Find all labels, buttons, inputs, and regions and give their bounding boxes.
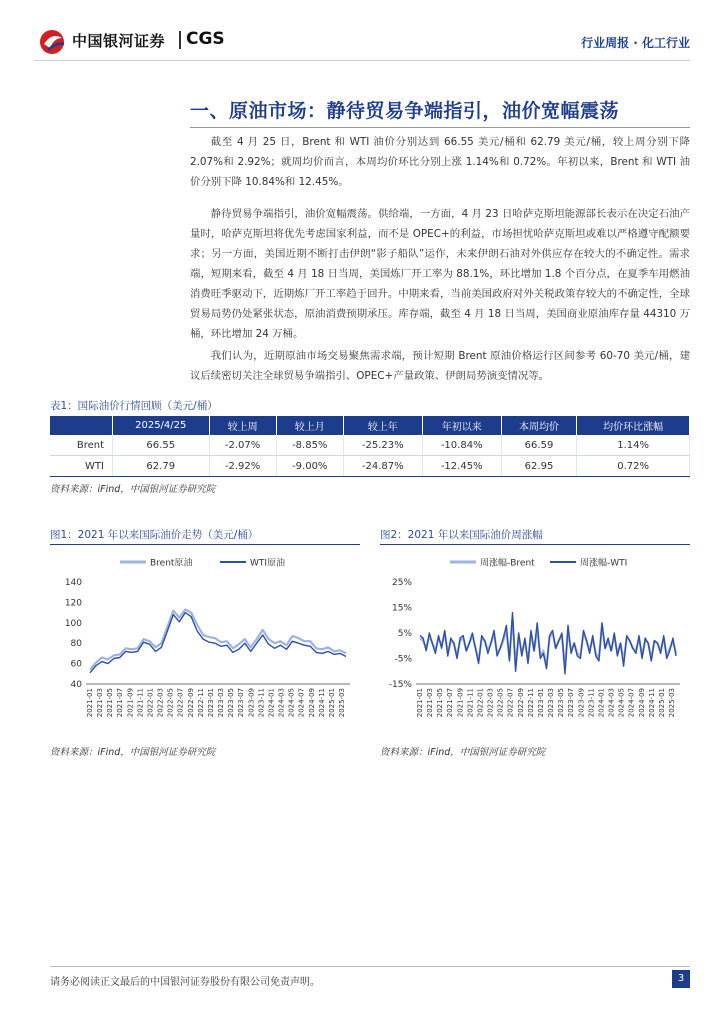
figure1-x-tick-label: 2024-03 bbox=[277, 688, 286, 718]
figure2-x-tick-label: 2023-03 bbox=[547, 688, 556, 718]
figure2-chart bbox=[380, 548, 690, 740]
table-cell: WTI bbox=[50, 456, 113, 477]
figure2-x-tick-label: 2022-07 bbox=[506, 688, 515, 718]
figure1-x-tick-label: 2025-01 bbox=[327, 688, 336, 718]
paragraph-price-summary: 截至 4 月 25 日，Brent 和 WTI 油价分别达到 66.55 美元/桶和 62.79 美元/桶，较上周分别下降 2.07%和 2.92%；就周均价而言，本周均价环比分别上涨 1.14%和 0.72%。年初以来，Brent 和 WTI 油价分别下降 10.84%和 12.45%。 bbox=[190, 136, 690, 188]
table-cell: -10.84% bbox=[422, 435, 501, 456]
table-cell: 62.79 bbox=[113, 456, 210, 477]
figure2-x-tick-label: 2024-03 bbox=[607, 688, 616, 718]
table-cell: 66.55 bbox=[113, 435, 210, 456]
figure1-x-tick-label: 2023-11 bbox=[257, 688, 266, 718]
figure1-x-tick-label: 2022-01 bbox=[146, 688, 155, 718]
figure1-x-tick-label: 2024-05 bbox=[287, 688, 296, 718]
figure1-x-tick-label: 2022-03 bbox=[156, 688, 165, 718]
logo-chinese-name: 中国银河证券 bbox=[72, 32, 166, 50]
table-header-cell: 较上周 bbox=[209, 416, 276, 435]
section-rule bbox=[190, 127, 690, 128]
figure1-x-tick-label: 2024-07 bbox=[297, 688, 306, 718]
table-header-cell: 较上月 bbox=[276, 416, 343, 435]
figure2-y-tick-label: 15% bbox=[391, 603, 412, 614]
figure1-x-tick-label: 2022-05 bbox=[166, 688, 175, 718]
table-row bbox=[50, 435, 690, 456]
figure1-x-tick-label: 2023-07 bbox=[237, 688, 246, 718]
figure1-series-line bbox=[90, 610, 346, 670]
figure2-source: 资料来源：iFind，中国银河证券研究院 bbox=[380, 747, 546, 758]
figure2-x-tick-label: 2021-03 bbox=[426, 688, 435, 718]
figure2-y-tick-label: 25% bbox=[391, 578, 412, 588]
figure2-x-tick-label: 2021-11 bbox=[466, 688, 475, 718]
figure2-y-tick-label: -5% bbox=[394, 654, 412, 665]
figure1-title: 图1：2021 年以来国际油价走势（美元/桶） bbox=[50, 529, 259, 541]
figure2-x-tick-label: 2024-11 bbox=[647, 688, 656, 718]
figure1-legend-label: Brent原油 bbox=[150, 558, 193, 569]
footer-disclaimer: 请务必阅读正文最后的中国银河证券股份有限公司免责声明。 bbox=[50, 977, 320, 988]
table-cell: -9.00% bbox=[276, 456, 343, 477]
figure1-x-tick-label: 2023-03 bbox=[217, 688, 226, 718]
table-cell: -24.87% bbox=[343, 456, 422, 477]
table-header-cell: 本周均价 bbox=[501, 416, 577, 435]
figure2-x-tick-label: 2021-01 bbox=[416, 688, 424, 718]
figure2-x-tick-label: 2022-01 bbox=[476, 688, 485, 718]
figure1-x-tick-label: 2023-05 bbox=[227, 688, 236, 718]
table-cell: -12.45% bbox=[422, 456, 501, 477]
table-cell: 66.59 bbox=[501, 435, 577, 456]
figure2-y-tick-label: 5% bbox=[397, 629, 412, 639]
header-divider bbox=[34, 60, 690, 61]
table-header-row bbox=[50, 416, 690, 435]
figure2-title-rule bbox=[380, 544, 690, 545]
cgs-logo-icon bbox=[38, 28, 68, 56]
figure1-x-tick-label: 2022-07 bbox=[176, 688, 185, 718]
page-number: 3 bbox=[672, 970, 690, 988]
figure2-x-tick-label: 2024-09 bbox=[637, 688, 646, 718]
figure1-x-tick-label: 2022-11 bbox=[196, 688, 205, 718]
figure1-source: 资料来源：iFind，中国银河证券研究院 bbox=[50, 747, 216, 758]
logo-english-name: CGS bbox=[186, 29, 225, 49]
table-header-cell: 较上年 bbox=[343, 416, 422, 435]
figure2-legend-label: 周涨幅-WTI bbox=[580, 558, 628, 569]
figure2-x-tick-label: 2023-07 bbox=[567, 688, 576, 718]
figure2-x-tick-label: 2023-01 bbox=[536, 688, 545, 718]
figure1-x-tick-label: 2023-01 bbox=[206, 688, 215, 718]
paragraph-market-analysis: 静待贸易争端指引，油价宽幅震荡。供给端，一方面，4 月 23 日哈萨克斯坦能源部长表示在决定石油产量时，哈萨克斯坦将优先考虑国家利益，而不是 OPEC+的利益，市场担忧哈萨克斯坦或难以严格遵守配额要求；另一方面，美国近期不断打击伊朗“影子船队”运作，未来伊朗石油对外供应存在较大的不确定性。需求端，短期来看，截至 4 月 18 日当周，美国炼厂开工率为 88.1%，环比增加 1.8 个百分点，在夏季车用燃油消费旺季驱动下，近期炼厂开工率趋于回升。中期来看，当前美国政府对外关税政策存较大的不确定性，全球贸易局势仍处紧张状态，原油消费预期承压。库存端，截至 4 月 18 日当周，美国商业原油库存量 44310 万桶，环比增加 24 万桶。 bbox=[190, 208, 690, 340]
figure2-legend-label: 周涨幅-Brent bbox=[480, 558, 535, 569]
table-header-cell: 年初以来 bbox=[422, 416, 501, 435]
figure2-x-tick-label: 2023-05 bbox=[557, 688, 566, 718]
figure2-x-tick-label: 2021-07 bbox=[446, 688, 455, 718]
table-cell: 0.72% bbox=[577, 456, 690, 477]
footer-divider bbox=[50, 966, 690, 967]
figure2-x-tick-label: 2024-01 bbox=[597, 688, 606, 718]
paragraph-outlook: 我们认为，近期原油市场交易聚焦需求端，预计短期 Brent 原油价格运行区间参考 60-70 美元/桶，建议后续密切关注全球贸易争端指引、OPEC+产量政策、伊朗局势演变情况等。 bbox=[190, 350, 690, 382]
report-type: 行业周报 · 化工行业 bbox=[581, 36, 690, 50]
table-cell: -2.07% bbox=[209, 435, 276, 456]
table-cell: -2.92% bbox=[209, 456, 276, 477]
table-header-cell bbox=[50, 416, 113, 435]
figure1-y-tick-label: 80 bbox=[70, 639, 82, 650]
figure2-x-tick-label: 2025-03 bbox=[668, 688, 676, 718]
figure1-x-tick-label: 2021-11 bbox=[136, 688, 145, 718]
figure1-x-tick-label: 2025-03 bbox=[338, 688, 346, 718]
oil-price-table bbox=[50, 416, 690, 477]
figure1-x-tick-label: 2024-09 bbox=[307, 688, 316, 718]
figure1-x-tick-label: 2021-01 bbox=[86, 688, 94, 718]
section-title: 一、原油市场：静待贸易争端指引，油价宽幅震荡 bbox=[190, 100, 620, 122]
figure1-x-tick-label: 2023-09 bbox=[247, 688, 256, 718]
figure2-x-tick-label: 2022-05 bbox=[496, 688, 505, 718]
figure1-y-tick-label: 100 bbox=[64, 618, 82, 629]
figure1-y-tick-label: 120 bbox=[64, 598, 82, 609]
figure2-x-tick-label: 2024-07 bbox=[627, 688, 636, 718]
figure1-x-tick-label: 2021-07 bbox=[116, 688, 125, 718]
figure1-title-rule bbox=[50, 544, 360, 545]
figure2-x-tick-label: 2022-11 bbox=[526, 688, 535, 718]
figure1-x-tick-label: 2021-03 bbox=[96, 688, 105, 718]
figure1-x-tick-label: 2024-01 bbox=[267, 688, 276, 718]
table-cell: -25.23% bbox=[343, 435, 422, 456]
table-cell: Brent bbox=[50, 435, 113, 456]
figure2-x-tick-label: 2023-09 bbox=[577, 688, 586, 718]
figure2-x-tick-label: 2021-09 bbox=[456, 688, 465, 718]
figure2-x-tick-label: 2022-03 bbox=[486, 688, 495, 718]
figure2-x-tick-label: 2021-05 bbox=[436, 688, 445, 718]
figure1-x-tick-label: 2024-11 bbox=[317, 688, 326, 718]
figure2-title: 图2：2021 年以来国际油价周涨幅 bbox=[380, 529, 543, 541]
figure2-y-tick-label: -15% bbox=[388, 680, 412, 690]
table-row bbox=[50, 456, 690, 477]
figure1-y-tick-label: 60 bbox=[70, 659, 82, 670]
table-header-cell: 均价环比涨幅 bbox=[577, 416, 690, 435]
table-cell: 1.14% bbox=[577, 435, 690, 456]
figure1-y-tick-label: 140 bbox=[64, 578, 82, 588]
table-title: 表1：国际油价行情回顾（美元/桶） bbox=[50, 400, 218, 412]
figure1-series-line bbox=[90, 613, 346, 673]
figure1-x-tick-label: 2021-09 bbox=[126, 688, 135, 718]
figure1-x-tick-label: 2021-05 bbox=[106, 688, 115, 718]
logo-separator bbox=[179, 31, 181, 49]
figure1-legend-label: WTI原油 bbox=[250, 558, 286, 569]
figure2-x-tick-label: 2022-09 bbox=[516, 688, 525, 718]
table-header-cell: 2025/4/25 bbox=[113, 416, 210, 435]
figure2-x-tick-label: 2023-11 bbox=[587, 688, 596, 718]
figure1-y-tick-label: 40 bbox=[70, 680, 82, 690]
figure1-chart bbox=[50, 548, 360, 740]
table-cell: -8.85% bbox=[276, 435, 343, 456]
figure1-x-tick-label: 2022-09 bbox=[186, 688, 195, 718]
table-cell: 62.95 bbox=[501, 456, 577, 477]
figure2-x-tick-label: 2024-05 bbox=[617, 688, 626, 718]
figure2-x-tick-label: 2025-01 bbox=[657, 688, 666, 718]
table-source: 资料来源：iFind，中国银河证券研究院 bbox=[50, 484, 216, 495]
